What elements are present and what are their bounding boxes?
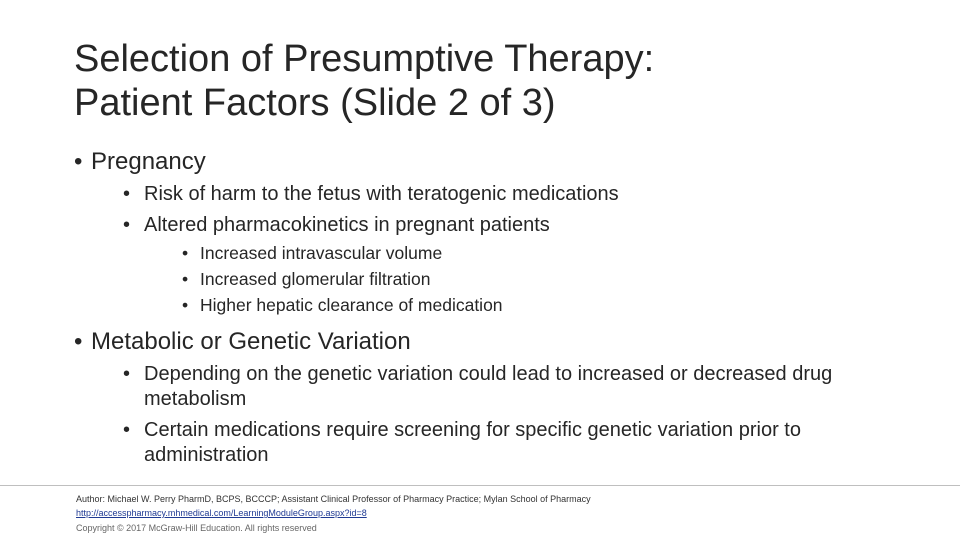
footer-divider: [0, 485, 960, 486]
sub-bullet-text: Risk of harm to the fetus with teratogenic medications: [144, 183, 619, 205]
footer-text: [76, 492, 960, 535]
slide-footer: [0, 485, 960, 535]
bullet-marker: •: [123, 419, 131, 441]
bullet-marker: •: [123, 214, 131, 236]
sub-bullet-list: [123, 182, 904, 318]
bullet-marker: •: [182, 243, 189, 263]
sub-bullet: [123, 362, 904, 412]
sub-sub-bullet-list: [182, 240, 904, 318]
bullet-marker: •: [123, 183, 131, 205]
footer-link[interactable]: http://accesspharmacy.mhmedical.com/LearningModuleGroup.aspx?id=8: [76, 508, 367, 518]
bullet-metabolic-genetic: [74, 326, 904, 468]
sub-bullet: [123, 213, 904, 318]
sub-bullet-list: [123, 362, 904, 468]
bullet-marker: •: [182, 269, 189, 289]
bullet-list: [74, 146, 904, 468]
footer-author: Author: Michael W. Perry PharmD, BCPS, BCCCP; Assistant Clinical Professor of Pharmacy Practice; Mylan School of Pharmacy: [76, 494, 591, 504]
bullet-heading: Metabolic or Genetic Variation: [91, 328, 411, 355]
bullet-marker: •: [74, 328, 83, 355]
bullet-heading: Pregnancy: [91, 148, 206, 175]
title-line-1: Selection of Presumptive Therapy:: [74, 38, 655, 80]
sub-sub-bullet: [182, 240, 904, 266]
bullet-marker: •: [123, 363, 131, 385]
sub-sub-bullet-text: Increased intravascular volume: [200, 243, 443, 263]
bullet-marker: •: [74, 148, 83, 175]
footer-copyright: Copyright © 2017 McGraw-Hill Education. All rights reserved: [76, 523, 317, 533]
sub-bullet-text: Certain medications require screening for specific genetic variation prior to administration: [144, 419, 801, 466]
sub-sub-bullet: [182, 266, 904, 292]
bullet-pregnancy: [74, 146, 904, 318]
sub-bullet: [123, 418, 904, 468]
slide-content: [74, 146, 904, 474]
bullet-marker: •: [182, 295, 189, 315]
sub-bullet-text: Depending on the genetic variation could lead to increased or decreased drug metabolism: [144, 363, 833, 410]
sub-bullet: [123, 182, 904, 207]
title-line-2: Patient Factors (Slide 2 of 3): [74, 82, 556, 124]
sub-sub-bullet: [182, 292, 904, 318]
sub-sub-bullet-text: Higher hepatic clearance of medication: [200, 295, 503, 315]
sub-sub-bullet-text: Increased glomerular filtration: [200, 269, 431, 289]
sub-bullet-text: Altered pharmacokinetics in pregnant patients: [144, 214, 550, 236]
slide-title: [74, 37, 654, 125]
